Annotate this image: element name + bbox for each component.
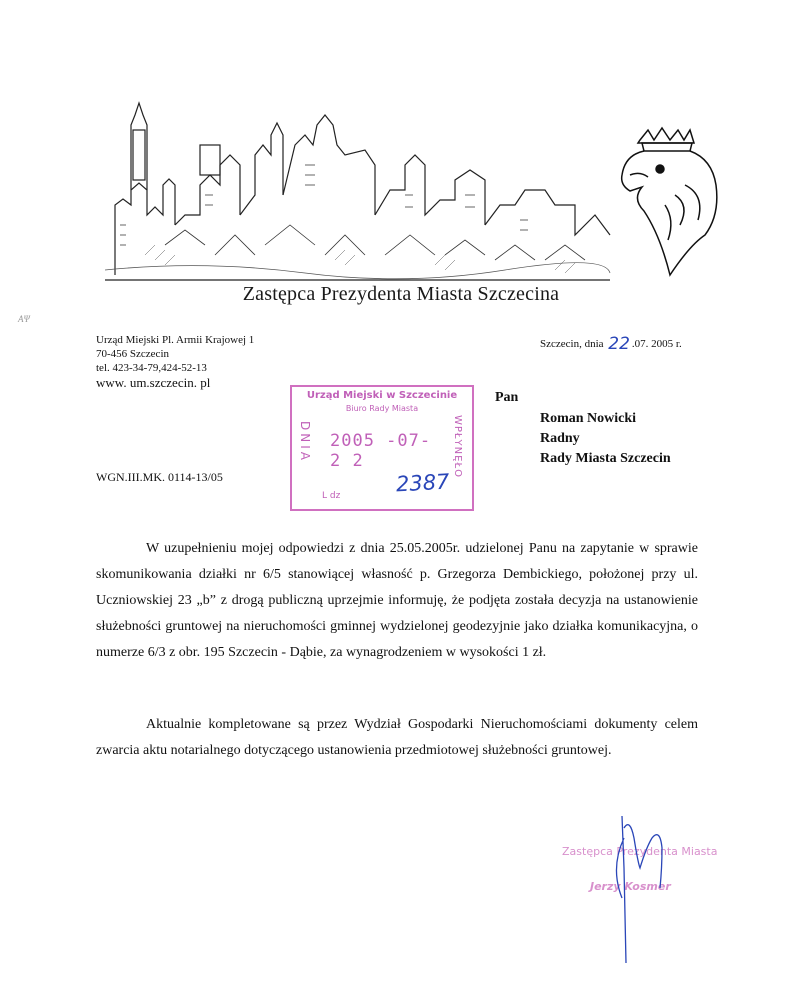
dateline-prefix: Szczecin, dnia [540, 338, 604, 350]
body-paragraph-2: Aktualnie kompletowane są przez Wydział Gospodarki Nieruchomościami dokumenty celem zwarcia aktu notarialnego dotyczącego ustanowienia przedmiotowej służebności gruntowej. [96, 717, 698, 758]
stamp-dnia-label: DNIA [298, 421, 312, 463]
griffin-with-crown-icon [622, 128, 717, 275]
handwritten-signature [600, 808, 690, 968]
stamp-date: 2005 -07- 2 2 [330, 431, 432, 471]
recipient-salutation: Pan [495, 390, 519, 405]
letterhead-title: Zastępca Prezydenta Miasta Szczecina [242, 283, 560, 305]
sender-address-line1: Urząd Miejski Pl. Armii Krajowej 1 [96, 334, 255, 346]
body-paragraph-1: W uzupełnieniu mojej odpowiedzi z dnia 25.05.2005r. udzielonej Panu na zapytanie w sprawie skomunikowania działki nr 6/5 stanowiącej własność p. Grzegorza Dembickiego, położonej przy ul. Uczniowskiej 23 „b” z drogą publiczną uprzejmie informuję, że podjęta została decyzja na ustanowienie służebności gruntowej na nieruchomości gminnej wydzielonej geodezyjnie jako działka komunikacyjna, o numerze 6/3 z obr. 195 Szczecin - Dąbie, za wynagrodzeniem w wysokości 1 zł. [96, 541, 698, 660]
stamp-received-label: WPŁYNĘŁO [452, 415, 463, 478]
sender-address-line2: 70-456 Szczecin [96, 348, 169, 360]
stamp-office-name: Urząd Miejski w Szczecinie [306, 390, 458, 401]
stamp-department: Biuro Rady Miasta [345, 404, 419, 413]
signature-stamp-title: Zastępca Prezydenta Miasta [562, 845, 718, 858]
dateline [540, 332, 682, 352]
stamp-handwritten-number: 2387 [395, 469, 451, 497]
stamp-ldz-label: L dz [322, 491, 341, 501]
margin-mark: AΨ [18, 314, 30, 324]
reference-number: WGN.III.MK. 0114-13/05 [96, 470, 223, 484]
sender-phone: tel. 423-34-79,424-52-13 [96, 362, 207, 374]
sender-website: www. um.szczecin. pl [96, 375, 211, 390]
recipient-role: Radny [540, 431, 580, 446]
letterhead-skyline-illustration [105, 95, 725, 285]
city-skyline-icon [105, 103, 610, 280]
receipt-stamp [290, 385, 474, 511]
signature-stamp-name: Jerzy Kosmer [590, 880, 671, 893]
dateline-handwritten-day: 22 [608, 334, 630, 354]
dateline-suffix: .07. 2005 r. [631, 338, 682, 350]
roofs-and-windows-icon [105, 165, 610, 279]
recipient-name: Roman Nowicki [540, 411, 637, 426]
recipient-organization: Rady Miasta Szczecin [540, 451, 671, 466]
